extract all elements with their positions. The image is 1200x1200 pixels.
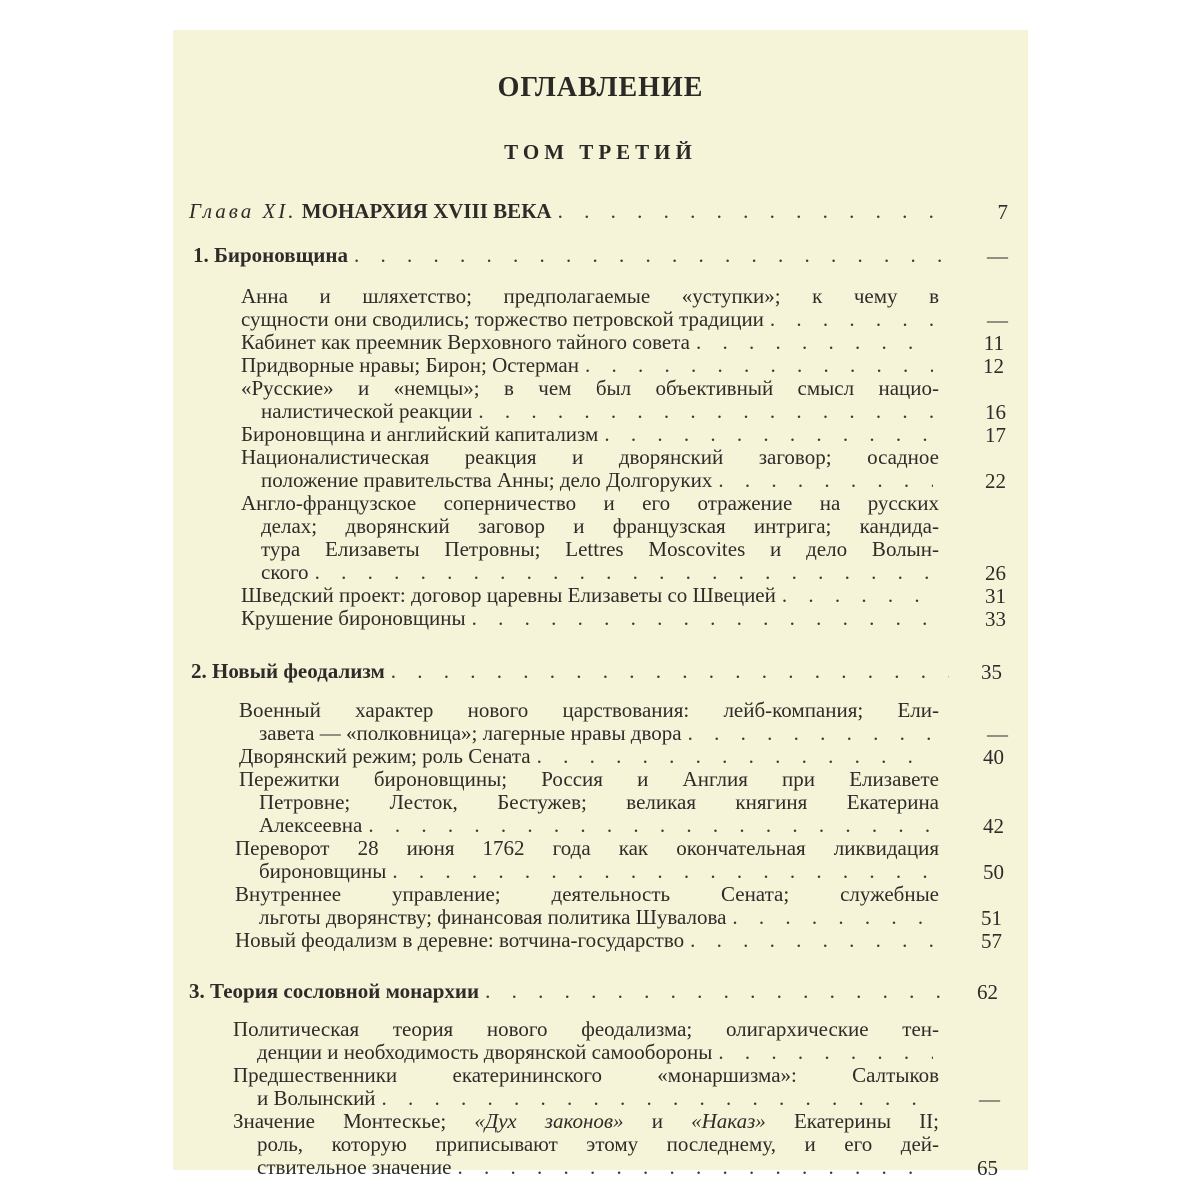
page-number: 62: [977, 980, 998, 1004]
toc-entry[interactable]: Политическая теория нового феодализма; олигархические тен- денции и необходимость дворянской самообороны . . .: [233, 1018, 939, 1064]
page-number: 50: [983, 860, 1004, 884]
page-number: 11: [983, 331, 1004, 355]
leader-dots: [472, 607, 933, 630]
leader-dots: [782, 584, 933, 607]
page-number: 40: [983, 745, 1004, 769]
page-number: 26: [985, 561, 1006, 585]
page-number: 17: [985, 423, 1006, 447]
chapter-prefix: Глава XI.: [189, 199, 297, 223]
toc-entry[interactable]: Придворные нравы; Бирон; Остерман . . .: [241, 354, 939, 377]
toc-entry[interactable]: Переворот 28 июня 1762 года как окончательная ликвидация бироновщины . . .: [235, 837, 939, 883]
leader-dots: [732, 906, 933, 929]
volume-title: ТОМ ТРЕТИЙ: [504, 140, 697, 164]
book-page: [173, 30, 1028, 1180]
page-number: 12: [983, 354, 1004, 378]
leader-dots: [354, 244, 947, 267]
toc-entry[interactable]: Пережитки бироновщины; Россия и Англия при Елизавете Петровне; Лесток, Бестужев; великая княгиня Екатерина Алексеевна . . .: [239, 768, 939, 837]
leader-dots: [718, 1041, 933, 1064]
leader-dots: [537, 745, 933, 768]
page-number: —: [987, 722, 1008, 746]
toc-section-1[interactable]: 1. Бироновщина . . .: [193, 244, 953, 267]
leader-dots: [718, 469, 933, 492]
toc-entry[interactable]: Националистическая реакция и дворянский заговор; осадное положение правительства Анны; дело Долгоруких . . .: [241, 446, 939, 492]
page-number: 51: [981, 906, 1002, 930]
page-title: ОГЛАВЛЕНИЕ: [497, 72, 704, 103]
page-number: —: [979, 1087, 1000, 1111]
toc-entry[interactable]: Англо-французское соперничество и его отражение на русских делах; дворянский заговор и французская интрига; кандида- тура Елизаветы Петровны; Lettres Moscovites и дело Волын- ского . . .: [241, 492, 939, 584]
toc-entry[interactable]: Кабинет как преемник Верховного тайного совета . . .: [241, 331, 939, 354]
toc-section-3[interactable]: 3. Теория сословной монархии . . .: [189, 980, 953, 1003]
page-number: 22: [985, 469, 1006, 493]
leader-dots: [478, 400, 933, 423]
leader-dots: [585, 354, 933, 377]
page-number: —: [987, 244, 1008, 268]
toc-entry[interactable]: Дворянский режим; роль Сената . . .: [239, 745, 939, 768]
page-number: 57: [981, 929, 1002, 953]
page-number: —: [987, 308, 1008, 332]
toc-entry[interactable]: Новый феодализм в деревне: вотчина-государство . . .: [235, 929, 939, 952]
leader-dots: [696, 331, 933, 354]
page-number: 42: [983, 814, 1004, 838]
leader-dots: [457, 1156, 933, 1179]
toc-entry[interactable]: «Русские» и «немцы»; в чем был объективный смысл нацио- налистической реакции . . .: [241, 377, 939, 423]
leader-dots: [315, 561, 933, 584]
toc-entry[interactable]: Анна и шляхетство; предполагаемые «уступки»; к чему в сущности они сводились; торжество петровской традиции . . .: [241, 285, 939, 331]
toc-entry[interactable]: Бироновщина и английский капитализм . . .: [241, 423, 939, 446]
toc-entry[interactable]: Крушение бироновщины . . .: [241, 607, 939, 630]
leader-dots: [770, 308, 933, 331]
leader-dots: [690, 929, 933, 952]
leader-dots: [485, 980, 947, 1003]
leader-dots: [604, 423, 933, 446]
toc-entry[interactable]: Шведский проект: договор царевны Елизаветы со Швецией . . .: [241, 584, 939, 607]
toc-section-2[interactable]: 2. Новый феодализм . . .: [191, 660, 955, 683]
page-number: 35: [981, 660, 1002, 684]
page-number: 33: [985, 607, 1006, 631]
toc-entry[interactable]: Внутреннее управление; деятельность Сената; служебные льготы дворянству; финансовая политика Шувалова . . .: [235, 883, 939, 929]
page-number: 16: [985, 400, 1006, 424]
toc-entry[interactable]: Предшественники екатерининского «монаршизма»: Салтыков и Волынский . . .: [233, 1064, 939, 1110]
leader-dots: [368, 814, 933, 837]
toc-chapter[interactable]: [189, 200, 953, 223]
toc-entry[interactable]: Значение Монтескье; «Дух законов» и «Наказ» Екатерины II; роль, которую приписывают этому последнему, и его дей- ствительное значение . . .: [233, 1110, 939, 1179]
leader-dots: [558, 200, 947, 223]
toc-entry[interactable]: Военный характер нового царствования: лейб-компания; Ели- завета — «полковница»; лагерные нравы двора . . .: [239, 699, 939, 745]
leader-dots: [391, 660, 949, 683]
leader-dots: [382, 1087, 933, 1110]
page-number: 7: [997, 200, 1008, 224]
leader-dots: [688, 722, 933, 745]
chapter-name: МОНАРХИЯ XVIII ВЕКА: [301, 199, 552, 223]
leader-dots: [392, 860, 933, 883]
page-number: 31: [985, 584, 1006, 608]
page-number: 65: [977, 1156, 998, 1180]
